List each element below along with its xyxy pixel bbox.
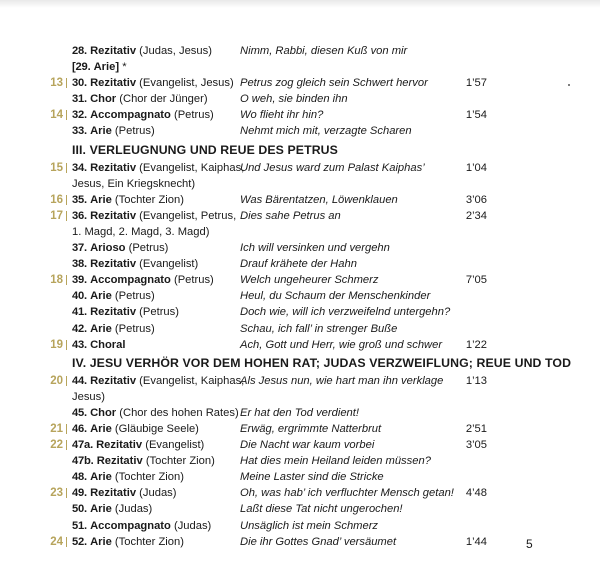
movement-label — [72, 256, 198, 272]
movement-type: Accompagnato — [90, 274, 171, 287]
movement-type: Arie — [90, 322, 112, 335]
movement-label — [72, 501, 152, 517]
track-row — [0, 192, 600, 208]
movement-number: 47a. — [72, 439, 93, 452]
duration: 2’51 — [465, 422, 487, 435]
movement-label — [72, 288, 155, 304]
incipit-text: Nimm, Rabbi, diesen Kuß von mir — [240, 45, 408, 57]
incipit-text: Ach, Gott und Herr, wie groß und schwer — [240, 338, 443, 351]
track-number: 20 — [50, 374, 63, 387]
movement-role: (Evangelist, Kaiphas, — [136, 161, 245, 174]
incipit-text: Drauf krähete der Hahn — [240, 258, 357, 271]
duration: 1’54 — [465, 109, 487, 122]
section-heading: III. VERLEUGNUNG UND REUE DES PETRUS — [72, 142, 338, 157]
movement-number: 40. — [72, 290, 87, 303]
track-row — [0, 421, 600, 437]
movement-label — [72, 160, 244, 176]
movement-role: (Tochter Zion) — [111, 471, 184, 484]
movement-number: 41. — [72, 306, 87, 319]
movement-number: 49. — [72, 487, 87, 500]
continuation-row — [0, 224, 600, 240]
movement-label — [72, 534, 184, 550]
track-divider — [66, 424, 67, 434]
track-divider — [66, 275, 67, 285]
movement-label — [72, 337, 126, 353]
movement-number: 30. — [72, 77, 87, 90]
section-heading-row — [0, 140, 600, 160]
movement-type: Arie] — [93, 61, 120, 74]
movement-role: (Judas, Jesus) — [136, 45, 212, 57]
movement-number: 48. — [72, 471, 87, 484]
role-continuation: 1. Magd, 2. Magd, 3. Magd) — [72, 225, 210, 238]
incipit-text: O weh, sie binden ihn — [240, 93, 348, 106]
incipit-text: Hat dies mein Heiland leiden müssen? — [240, 455, 431, 468]
movement-role: (Chor der Jünger) — [116, 93, 208, 106]
movement-role: (Judas) — [111, 503, 153, 516]
duration: 7’05 — [465, 274, 487, 287]
movement-role: (Petrus) — [111, 125, 155, 138]
track-row — [0, 91, 600, 107]
movement-number: 50. — [72, 503, 87, 516]
track-row — [0, 337, 600, 353]
movement-role: (Petrus) — [136, 306, 179, 319]
movement-label — [72, 421, 199, 437]
incipit-text: Heul, du Schaum der Menschenkinder — [240, 290, 431, 303]
movement-label — [72, 59, 127, 75]
incipit-text: Unsäglich ist mein Schmerz — [240, 519, 379, 532]
duration: 1’57 — [465, 77, 487, 90]
movement-type: Accompagnato — [90, 109, 171, 122]
movement-role: (Evangelist, Kaiphas, — [136, 374, 245, 387]
movement-type: Rezitativ — [90, 487, 137, 500]
track-row — [0, 373, 600, 389]
incipit-text: Ich will versinken und vergehn — [240, 242, 390, 255]
movement-label — [72, 208, 236, 224]
movement-role: (Petrus) — [111, 322, 155, 335]
movement-number: 52. — [72, 535, 87, 548]
movement-type: Rezitativ — [90, 45, 137, 57]
movement-label — [72, 437, 204, 453]
movement-type: Rezitativ — [90, 306, 137, 319]
movement-number: 32. — [72, 109, 87, 122]
movement-role: (Evangelist) — [142, 439, 205, 452]
track-row — [0, 160, 600, 176]
movement-number: 39. — [72, 274, 87, 287]
movement-type: Arie — [90, 193, 112, 206]
track-list — [0, 43, 600, 550]
section-heading-row — [0, 353, 600, 373]
movement-role: (Tochter Zion) — [111, 535, 184, 548]
track-row — [0, 123, 600, 139]
movement-type: Arie — [90, 422, 112, 435]
role-continuation: Jesus) — [72, 390, 105, 403]
duration: 1’22 — [465, 338, 487, 351]
movement-type: Arie — [90, 503, 112, 516]
movement-number: 44. — [72, 374, 87, 387]
track-divider — [66, 440, 67, 450]
incipit-text: Die ihr Gottes Gnad’ versäumet — [240, 535, 397, 548]
movement-type: Rezitativ — [90, 209, 137, 222]
movement-type: Chor — [90, 406, 117, 419]
movement-type: Chor — [90, 93, 117, 106]
incipit-text: Doch wie, will ich verzweifelnd untergehn? — [240, 306, 451, 319]
movement-label — [72, 240, 168, 256]
movement-type: Rezitativ — [96, 455, 143, 468]
movement-role: (Tochter Zion) — [111, 193, 184, 206]
track-row — [0, 518, 600, 534]
movement-number: 35. — [72, 193, 87, 206]
movement-role: (Evangelist, Petrus, — [136, 209, 237, 222]
movement-label — [72, 518, 211, 534]
top-shadow — [0, 0, 600, 8]
track-number: 14 — [50, 109, 63, 122]
movement-role: (Tochter Zion) — [142, 455, 215, 468]
movement-role: (Evangelist, Jesus) — [136, 77, 234, 90]
movement-number: 45. — [72, 406, 87, 419]
movement-type: Choral — [90, 338, 126, 351]
track-number: 16 — [50, 193, 63, 206]
duration: 4’48 — [465, 487, 487, 500]
movement-label — [72, 469, 184, 485]
track-divider — [66, 376, 67, 386]
movement-role: * — [119, 61, 127, 74]
movement-label — [72, 192, 184, 208]
movement-number: [29. — [72, 61, 91, 74]
incipit-text: Dies sahe Petrus an — [240, 209, 341, 222]
incipit-text: Welch ungeheurer Schmerz — [240, 274, 379, 287]
track-divider — [66, 78, 67, 88]
incipit-text: Die Nacht war kaum vorbei — [240, 439, 375, 452]
movement-number: 36. — [72, 209, 87, 222]
movement-role: (Petrus) — [170, 109, 214, 122]
movement-type: Arie — [90, 471, 112, 484]
incipit-text: Was Bärentatzen, Löwenklauen — [240, 193, 398, 206]
incipit-text: Meine Laster sind die Stricke — [240, 471, 384, 484]
movement-role: (Petrus) — [170, 274, 214, 287]
movement-label — [72, 304, 179, 320]
track-row — [0, 469, 600, 485]
track-number: 24 — [50, 535, 63, 548]
duration: 1’13 — [465, 374, 487, 387]
track-number: 22 — [50, 439, 63, 452]
movement-type: Arie — [90, 125, 112, 138]
track-number: 18 — [50, 274, 63, 287]
track-row — [0, 107, 600, 123]
continuation-row — [0, 176, 600, 192]
movement-role: (Chor des hohen Rates) — [116, 406, 239, 419]
track-row — [0, 240, 600, 256]
movement-label — [72, 43, 212, 59]
movement-type: Arie — [90, 290, 112, 303]
track-row — [0, 75, 600, 91]
incipit-text: Petrus zog gleich sein Schwert hervor — [240, 77, 428, 90]
movement-role: (Judas) — [136, 487, 177, 500]
movement-label — [72, 321, 155, 337]
track-number: 13 — [50, 77, 63, 90]
movement-label — [72, 75, 234, 91]
movement-role: (Judas) — [170, 519, 212, 532]
track-row — [0, 304, 600, 320]
track-number: 21 — [50, 422, 63, 435]
movement-type: Rezitativ — [90, 374, 137, 387]
movement-label — [72, 107, 214, 123]
movement-type: Rezitativ — [90, 77, 137, 90]
duration: 2’34 — [465, 209, 487, 222]
movement-role: (Gläubige Seele) — [111, 422, 199, 435]
page-number: 5 — [526, 537, 533, 551]
track-number: 17 — [50, 209, 63, 222]
incipit-text: Nehmt mich mit, verzagte Scharen — [240, 125, 412, 138]
track-row — [0, 43, 600, 59]
track-divider — [66, 163, 67, 173]
continuation-row — [0, 389, 600, 405]
incipit-text: Oh, was hab’ ich verfluchter Mensch getan! — [240, 487, 454, 500]
duration: 3’06 — [465, 193, 487, 206]
track-row — [0, 437, 600, 453]
movement-type: Arie — [90, 535, 112, 548]
movement-role: (Petrus) — [125, 242, 169, 255]
movement-role: (Evangelist) — [136, 258, 199, 271]
movement-type: Rezitativ — [90, 258, 137, 271]
role-continuation: Jesus, Ein Kriegsknecht) — [72, 177, 196, 190]
movement-label — [72, 91, 208, 107]
movement-label — [72, 405, 239, 421]
track-divider — [66, 488, 67, 498]
duration: 1’44 — [465, 535, 487, 548]
movement-label — [72, 272, 214, 288]
movement-label — [72, 485, 177, 501]
track-row — [0, 485, 600, 501]
movement-type: Rezitativ — [96, 439, 143, 452]
movement-type: Arioso — [90, 242, 126, 255]
track-number: 19 — [50, 338, 63, 351]
section-heading: IV. JESU VERHÖR VOR DEM HOHEN RAT; JUDAS VERZWEIFLUNG; REUE UND TOD — [72, 355, 572, 370]
movement-type: Accompagnato — [90, 519, 171, 532]
movement-number: 37. — [72, 242, 87, 255]
track-row — [0, 288, 600, 304]
movement-number: 28. — [72, 45, 87, 57]
incipit-text: Er hat den Tod verdient! — [240, 406, 359, 419]
movement-label — [72, 123, 155, 139]
movement-number: 34. — [72, 161, 87, 174]
movement-role: (Petrus) — [111, 290, 155, 303]
track-row — [0, 534, 600, 550]
movement-number: 43. — [72, 338, 87, 351]
incipit-text: Als Jesus nun, wie hart man ihn verklage — [240, 374, 444, 387]
track-row — [0, 59, 600, 75]
track-divider — [66, 195, 67, 205]
track-row — [0, 453, 600, 469]
movement-number: 42. — [72, 322, 87, 335]
track-row — [0, 256, 600, 272]
movement-label — [72, 453, 215, 469]
incipit-text: Laßt diese Tat nicht ungerochen! — [240, 503, 403, 516]
movement-number: 31. — [72, 93, 87, 106]
track-row — [0, 208, 600, 224]
track-row — [0, 272, 600, 288]
movement-type: Rezitativ — [90, 161, 137, 174]
movement-number: 46. — [72, 422, 87, 435]
movement-number: 47b. — [72, 455, 94, 468]
movement-label — [72, 373, 244, 389]
speck — [568, 84, 570, 86]
movement-number: 51. — [72, 519, 87, 532]
track-row — [0, 501, 600, 517]
incipit-text: Erwäg, ergrimmte Natterbrut — [240, 422, 382, 435]
track-number: 15 — [50, 161, 63, 174]
track-divider — [66, 340, 67, 350]
duration: 3’05 — [465, 439, 487, 452]
incipit-text: Und Jesus ward zum Palast Kaiphas’ — [240, 161, 425, 174]
duration: 1’04 — [465, 161, 487, 174]
track-divider — [66, 211, 67, 221]
movement-number: 33. — [72, 125, 87, 138]
incipit-text: Wo flieht ihr hin? — [240, 109, 324, 122]
track-row — [0, 321, 600, 337]
movement-number: 38. — [72, 258, 87, 271]
track-divider — [66, 537, 67, 547]
track-number: 23 — [50, 487, 63, 500]
incipit-text: Schau, ich fall’ in strenger Buße — [240, 322, 398, 335]
track-divider — [66, 110, 67, 120]
track-row — [0, 405, 600, 421]
